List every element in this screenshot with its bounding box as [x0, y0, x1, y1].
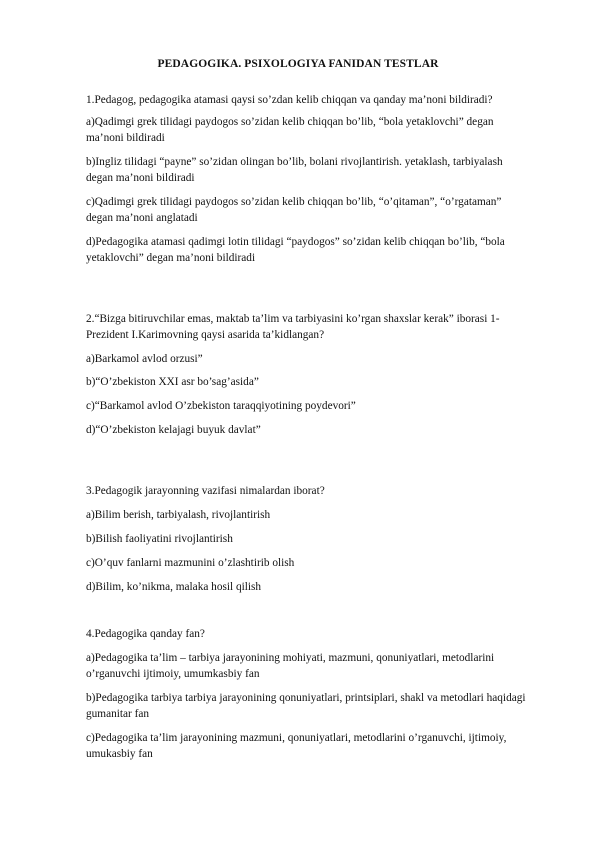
question-4-option-b: b)Pedagogika tarbiya tarbiya jarayonining qonuniyatlari, printsiplari, shakl va metodlari haqidagi — [86, 692, 526, 704]
question-2-option-d: d)“O’zbekiston kelajagi buyuk davlat” — [86, 424, 261, 436]
question-3-option-b: b)Bilish faoliyatini rivojlantirish — [86, 533, 233, 545]
question-2-text: 2.“Bizga bitiruvchilar emas, maktab ta’lim va tarbiyasini ko’rgan shaxslar kerak” iborasi 1- — [86, 313, 500, 325]
question-1-option-b-cont: degan ma’noni bildiradi — [86, 172, 195, 184]
question-1-option-c-cont: degan ma’noni anglatadi — [86, 212, 198, 224]
question-1-option-d-cont: yetaklovchi” degan ma’noni bildiradi — [86, 252, 256, 264]
question-2-option-c: c)“Barkamol avlod O’zbekiston taraqqiyotining poydevori” — [86, 400, 356, 412]
question-1-option-b: b)Ingliz tilidagi “payne” so’zidan olingan bo’lib, bolani rivojlantirish. yetaklash, tarbiyalash — [86, 156, 503, 168]
question-1-text: 1.Pedagog, pedagogika atamasi qaysi so’zdan kelib chiqqan va qanday ma’noni bildiradi? — [86, 94, 493, 106]
question-4-option-c: c)Pedagogika ta’lim jarayonining mazmuni, qonuniyatlari, metodlarini o’rganuvchi, ijtimoiy, — [86, 732, 507, 744]
question-4-option-b-cont: gumanitar fan — [86, 708, 150, 720]
question-4-option-a-cont: o’rganuvchi ijtimoiy, umumkasbiy fan — [86, 668, 260, 680]
question-1-option-d: d)Pedagogika atamasi qadimgi lotin tilidagi “paydogos” so’zidan kelib chiqqan bo’lib, “bola — [86, 236, 505, 248]
question-3-option-a: a)Bilim berish, tarbiyalash, rivojlantirish — [86, 509, 271, 521]
question-4-option-c-cont: umukasbiy fan — [86, 748, 153, 760]
question-1-option-a-cont: ma’noni bildiradi — [86, 132, 165, 144]
question-2-option-a: a)Barkamol avlod orzusi” — [86, 353, 203, 365]
question-1-option-a: a)Qadimgi grek tilidagi paydogos so’zidan kelib chiqqan bo’lib, “bola yetaklovchi” degan — [86, 116, 494, 128]
question-4-option-a: a)Pedagogika ta’lim – tarbiya jarayonining mohiyati, mazmuni, qonuniyatlari, metodlarini — [86, 652, 495, 664]
question-3-option-c: c)O’quv fanlarni mazmunini o’zlashtirib olish — [86, 557, 295, 569]
question-3-option-d: d)Bilim, ko’nikma, malaka hosil qilish — [86, 581, 262, 593]
question-2-option-b: b)“O’zbekiston XXI asr bo’sag’asida” — [86, 376, 259, 388]
question-2-text-cont: Prezident I.Karimovning qaysi asarida ta’kidlangan? — [86, 329, 325, 341]
question-1-option-c: c)Qadimgi grek tilidagi paydogos so’zidan kelib chiqqan bo’lib, “o’qitaman”, “o’rgataman” — [86, 196, 502, 208]
document-title: PEDAGOGIKA. PSIXOLOGIYA FANIDAN TESTLAR — [157, 58, 439, 70]
question-3-text: 3.Pedagogik jarayonning vazifasi nimalardan iborat? — [86, 485, 325, 497]
question-4-text: 4.Pedagogika qanday fan? — [86, 628, 205, 640]
